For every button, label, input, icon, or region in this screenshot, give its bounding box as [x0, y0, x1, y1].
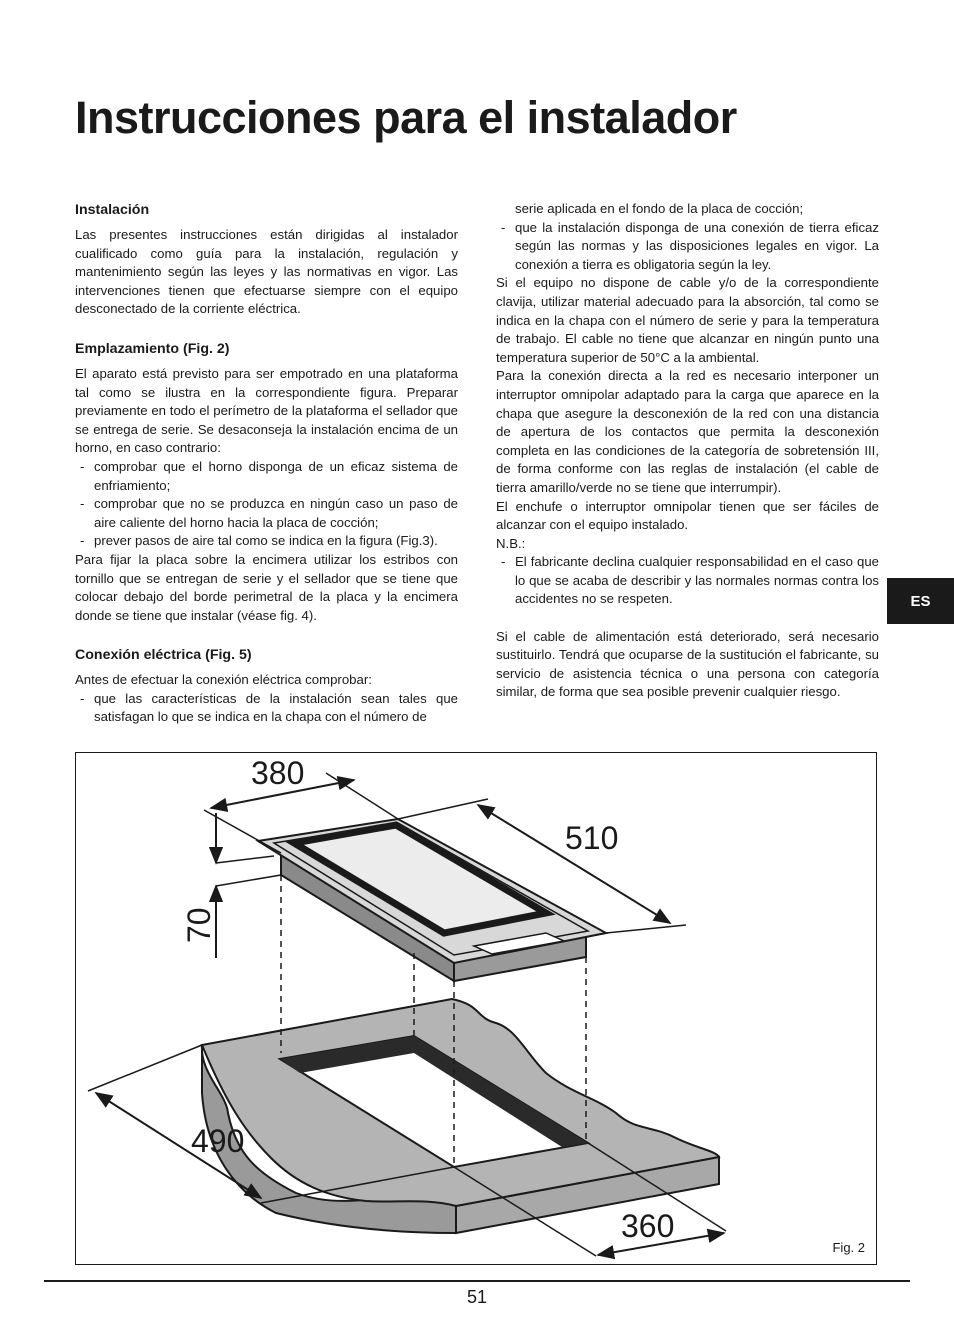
emplazamiento-intro: El aparato está previsto para ser empotrado en una plataforma tal como se ilustra en la correspondiente figura. Preparar previamente en todo el perímetro de la plataforma el sellador que se entrega de serie. Se desaconseja la instalación encima de un horno, en caso contrario:: [75, 365, 458, 456]
left-column: [75, 200, 458, 727]
earth-list: [496, 219, 879, 275]
language-tab: ES: [887, 578, 954, 624]
list-item: - comprobar que el horno disponga de un eficaz sistema de enfriamiento;: [80, 458, 458, 493]
list-item: - prever pasos de aire tal como se indica en la figura (Fig.3).: [80, 533, 438, 549]
list-item: - que las características de la instalación sean tales que satisfagan lo que se indica en la chapa con el número de: [80, 690, 458, 725]
switch-paragraph: Para la conexión directa a la red es necesario interponer un interruptor omnipolar adaptado para la carga que aparece en la chapa que asegure la desconexión de la red con una distancia de apertura de los contactos que permita la desconexión completa en las condiciones de la categoría de sobretensión III, de forma conforme con las reglas de instalación (el cable de tierra amarillo/verde no se tiene que interrumpir).: [496, 368, 879, 495]
conexion-list: [75, 690, 458, 727]
dim-360-label: 360: [621, 1208, 675, 1244]
section-heading-emplazamiento: Emplazamiento (Fig. 2): [75, 340, 230, 357]
right-column: [496, 200, 879, 702]
instalacion-text: Las presentes instrucciones están dirigidas al instalador cualificado como guía para la instalación, regulación y mantenimiento según las leyes y las normativas en vigor. Las intervenciones tienen que efectuarse siempre con el equipo desconectado de la corriente eléctrica.: [75, 227, 458, 317]
continuation-text: serie aplicada en el fondo de la placa de cocción;: [515, 201, 804, 216]
list-item: - comprobar que no se produzca en ningún caso un paso de aire caliente del horno hacia la placa de cocción;: [80, 496, 458, 530]
dim-490-label: 490: [191, 1123, 245, 1159]
list-item: - El fabricante declina cualquier responsabilidad en el caso que lo que se acaba de describir y las normales normas contra los accidentes no se respeten.: [501, 554, 879, 607]
nb-list: [496, 553, 879, 609]
cable-paragraph: Si el equipo no dispone de cable y/o de la correspondiente clavija, utilizar material adecuado para la absorción, tal como se indica en la chapa con el número de serie y para la temperatura de trabajo. El cable no tiene que alcanzar en ningún punto una temperatura superior de 50°C a la ambiental.: [496, 275, 879, 365]
list-item: - que la instalación disponga de una conexión de tierra eficaz según las normas y las disposiciones legales en vigor. La conexión a tierra es obligatoria según la ley.: [501, 219, 879, 272]
dim-70-label: 70: [181, 907, 217, 943]
page-title: Instrucciones para el instalador: [75, 92, 737, 143]
section-heading-conexion: Conexión eléctrica (Fig. 5): [75, 647, 252, 664]
dim-510-label: 510: [565, 820, 619, 856]
installation-figure: [75, 752, 877, 1265]
emplazamiento-outro: Para fijar la placa sobre la encimera utilizar los estribos con tornillo que se entregan de serie y el sellador que se tiene que colocar debajo del borde perimetral de la placa y la encimera donde se tiene que instalar (véase fig. 4).: [75, 551, 458, 623]
replacement-paragraph: Si el cable de alimentación está deteriorado, será necesario sustituirlo. Tendrá que ocuparse de la sustitución el fabricante, su servicio de asistencia técnica o una persona con categoría similar, de forma que sea posible prevenir cualquier riesgo.: [496, 628, 879, 700]
figure-caption: Fig. 2: [832, 1240, 865, 1255]
footer-rule: [44, 1280, 910, 1282]
emplazamiento-list: [75, 458, 458, 551]
section-heading-instalacion: Instalación: [75, 202, 150, 218]
installation-drawing: [76, 753, 877, 1265]
dim-380-label: 380: [251, 755, 305, 791]
page-number: 51: [466, 1287, 488, 1307]
plug-paragraph: El enchufe o interruptor omnipolar tienen que ser fáciles de alcanzar con el equipo instalado.: [496, 498, 879, 533]
conexion-intro: Antes de efectuar la conexión eléctrica comprobar:: [75, 672, 372, 688]
nb-label: N.B.:: [496, 535, 526, 551]
